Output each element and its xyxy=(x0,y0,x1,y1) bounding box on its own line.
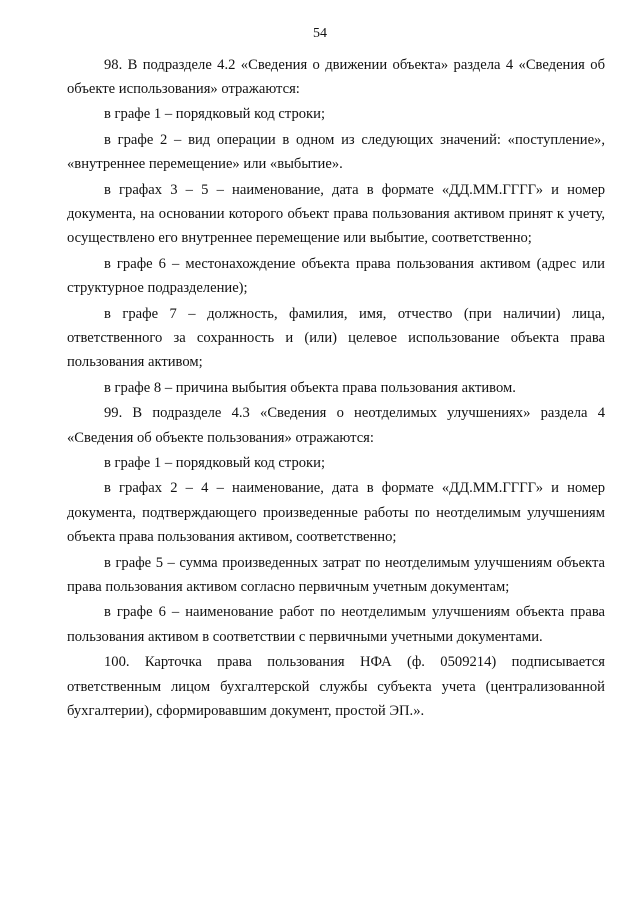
paragraph-99-intro: 99. В подразделе 4.3 «Сведения о неотделимых улучшениях» раздела 4 «Сведения об объекте пользования» отражаются: xyxy=(67,405,605,446)
paragraph-98-column-8: в графе 8 – причина выбытия объекта права пользования активом. xyxy=(104,379,516,396)
paragraph-99-column-1: в графе 1 – порядковый код строки; xyxy=(104,455,325,471)
paragraph-98-column-2: в графе 2 – вид операции в одном из следующих значений: «поступление», «внутреннее перемещение» или «выбытие». xyxy=(67,131,605,173)
paragraph-98-column-1: в графе 1 – порядковый код строки; xyxy=(104,106,325,123)
paragraph-98-columns-3-5: в графах 3 – 5 – наименование, дата в формате «ДД.ММ.ГГГГ» и номер документа, на основании которого объект права пользования активом принят к учету, осуществлено его внутреннее перемещение или выбытие, соответственно; xyxy=(67,181,605,247)
paragraph-99-column-6: в графе 6 – наименование работ по неотделимым улучшениям объекта права пользования активом в соответствии с первичными учетными документами. xyxy=(67,604,605,645)
paragraph-99-columns-2-4: в графах 2 – 4 – наименование, дата в формате «ДД.ММ.ГГГГ» и номер документа, подтверждающего произведенные работы по неотделимым улучшениям объекта права пользования активом, соответственно; xyxy=(67,480,605,546)
paragraph-98-intro: 98. В подразделе 4.2 «Сведения о движении объекта» раздела 4 «Сведения об объекте использования» отражаются: xyxy=(67,57,605,98)
document-body xyxy=(67,53,605,723)
paragraph-100: 100. Карточка права пользования НФА (ф. 0509214) подписывается ответственным лицом бухгалтерской службы субъекта учета (централизованной бухгалтерии), сформировавшим документ, простой ЭП.». xyxy=(67,654,605,720)
paragraph-98-column-6: в графе 6 – местонахождение объекта права пользования активом (адрес или структурное подразделение); xyxy=(67,255,605,297)
paragraph-99-column-5: в графе 5 – сумма произведенных затрат по неотделимым улучшениям объекта права пользования активом согласно первичным учетным документам; xyxy=(67,554,605,596)
page-number: 54 xyxy=(313,26,327,41)
paragraph-98-column-7: в графе 7 – должность, фамилия, имя, отчество (при наличии) лица, ответственного за сохранность и (или) целевое использование объекта права пользования активом; xyxy=(67,305,605,371)
